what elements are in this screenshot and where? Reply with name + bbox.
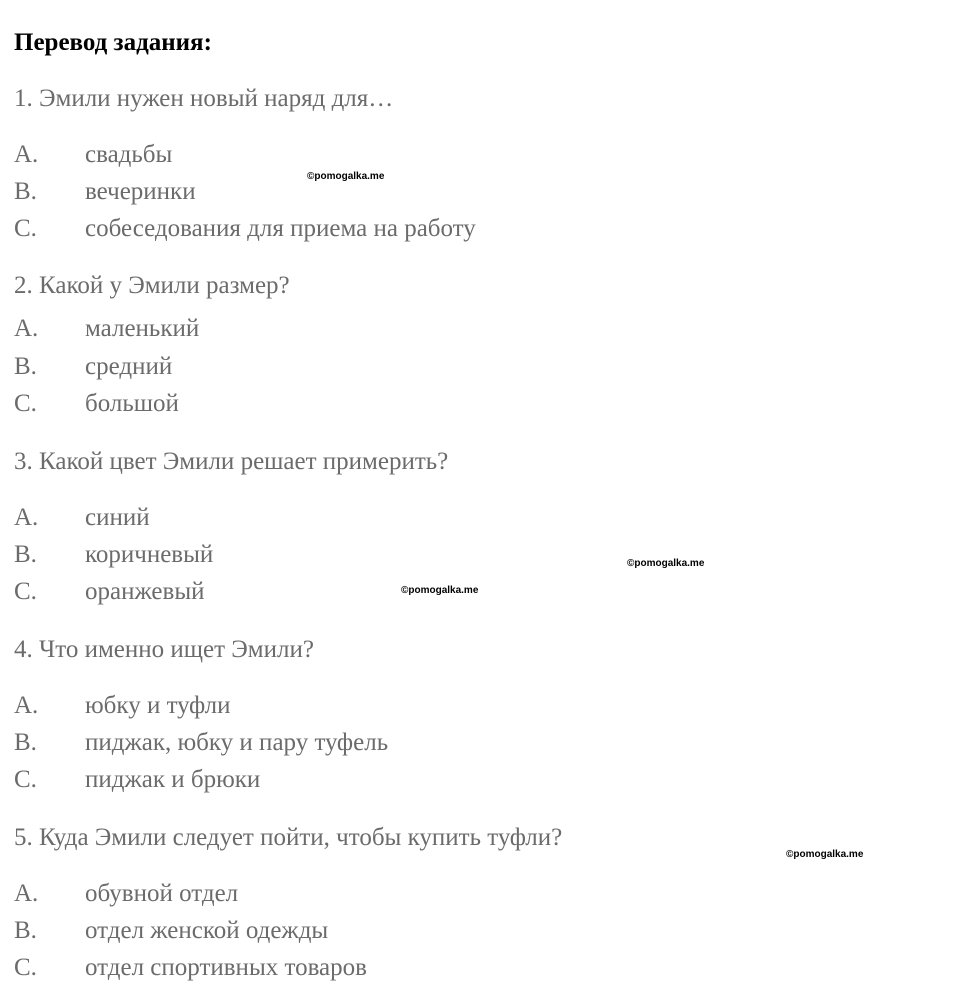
watermark: ©pomogalka.me xyxy=(627,558,705,569)
option-text: пиджак и брюки xyxy=(85,766,261,793)
option-text: маленький xyxy=(85,315,200,342)
option-text: средний xyxy=(85,353,173,380)
option-text: оранжевый xyxy=(85,578,205,605)
question-1: 1. Эмили нужен новый наряд для… xyxy=(14,85,394,112)
option-letter: B. xyxy=(14,917,37,944)
option-letter: C. xyxy=(14,578,37,605)
option-letter: A. xyxy=(14,880,39,907)
question-3: 3. Какой цвет Эмили решает примерить? xyxy=(14,448,449,475)
option-text: юбку и туфли xyxy=(85,692,231,719)
option-letter: C. xyxy=(14,215,37,242)
question-4: 4. Что именно ищет Эмили? xyxy=(14,636,314,663)
option-text: вечеринки xyxy=(85,178,196,205)
option-letter: B. xyxy=(14,729,37,756)
option-letter: A. xyxy=(14,504,39,531)
option-letter: B. xyxy=(14,541,37,568)
question-5: 5. Куда Эмили следует пойти, чтобы купить туфли? xyxy=(14,824,563,851)
option-text: свадьбы xyxy=(85,141,173,168)
option-letter: C. xyxy=(14,390,37,417)
watermark: ©pomogalka.me xyxy=(786,849,864,860)
option-text: обувной отдел xyxy=(85,880,239,907)
question-2: 2. Какой у Эмили размер? xyxy=(14,272,290,299)
option-text: отдел спортивных товаров xyxy=(85,954,367,981)
option-letter: A. xyxy=(14,315,39,342)
option-text: коричневый xyxy=(85,541,214,568)
option-letter: C. xyxy=(14,954,37,981)
option-letter: B. xyxy=(14,353,37,380)
option-text: собеседования для приема на работу xyxy=(85,215,476,242)
option-letter: B. xyxy=(14,178,37,205)
page-title: Перевод задания: xyxy=(14,29,212,56)
option-letter: A. xyxy=(14,141,39,168)
option-text: синий xyxy=(85,504,150,531)
option-letter: A. xyxy=(14,692,39,719)
watermark: ©pomogalka.me xyxy=(307,171,385,182)
option-letter: C. xyxy=(14,766,37,793)
watermark: ©pomogalka.me xyxy=(401,585,479,596)
option-text: пиджак, юбку и пару туфель xyxy=(85,729,389,756)
option-text: отдел женской одежды xyxy=(85,917,329,944)
option-text: большой xyxy=(85,390,179,417)
